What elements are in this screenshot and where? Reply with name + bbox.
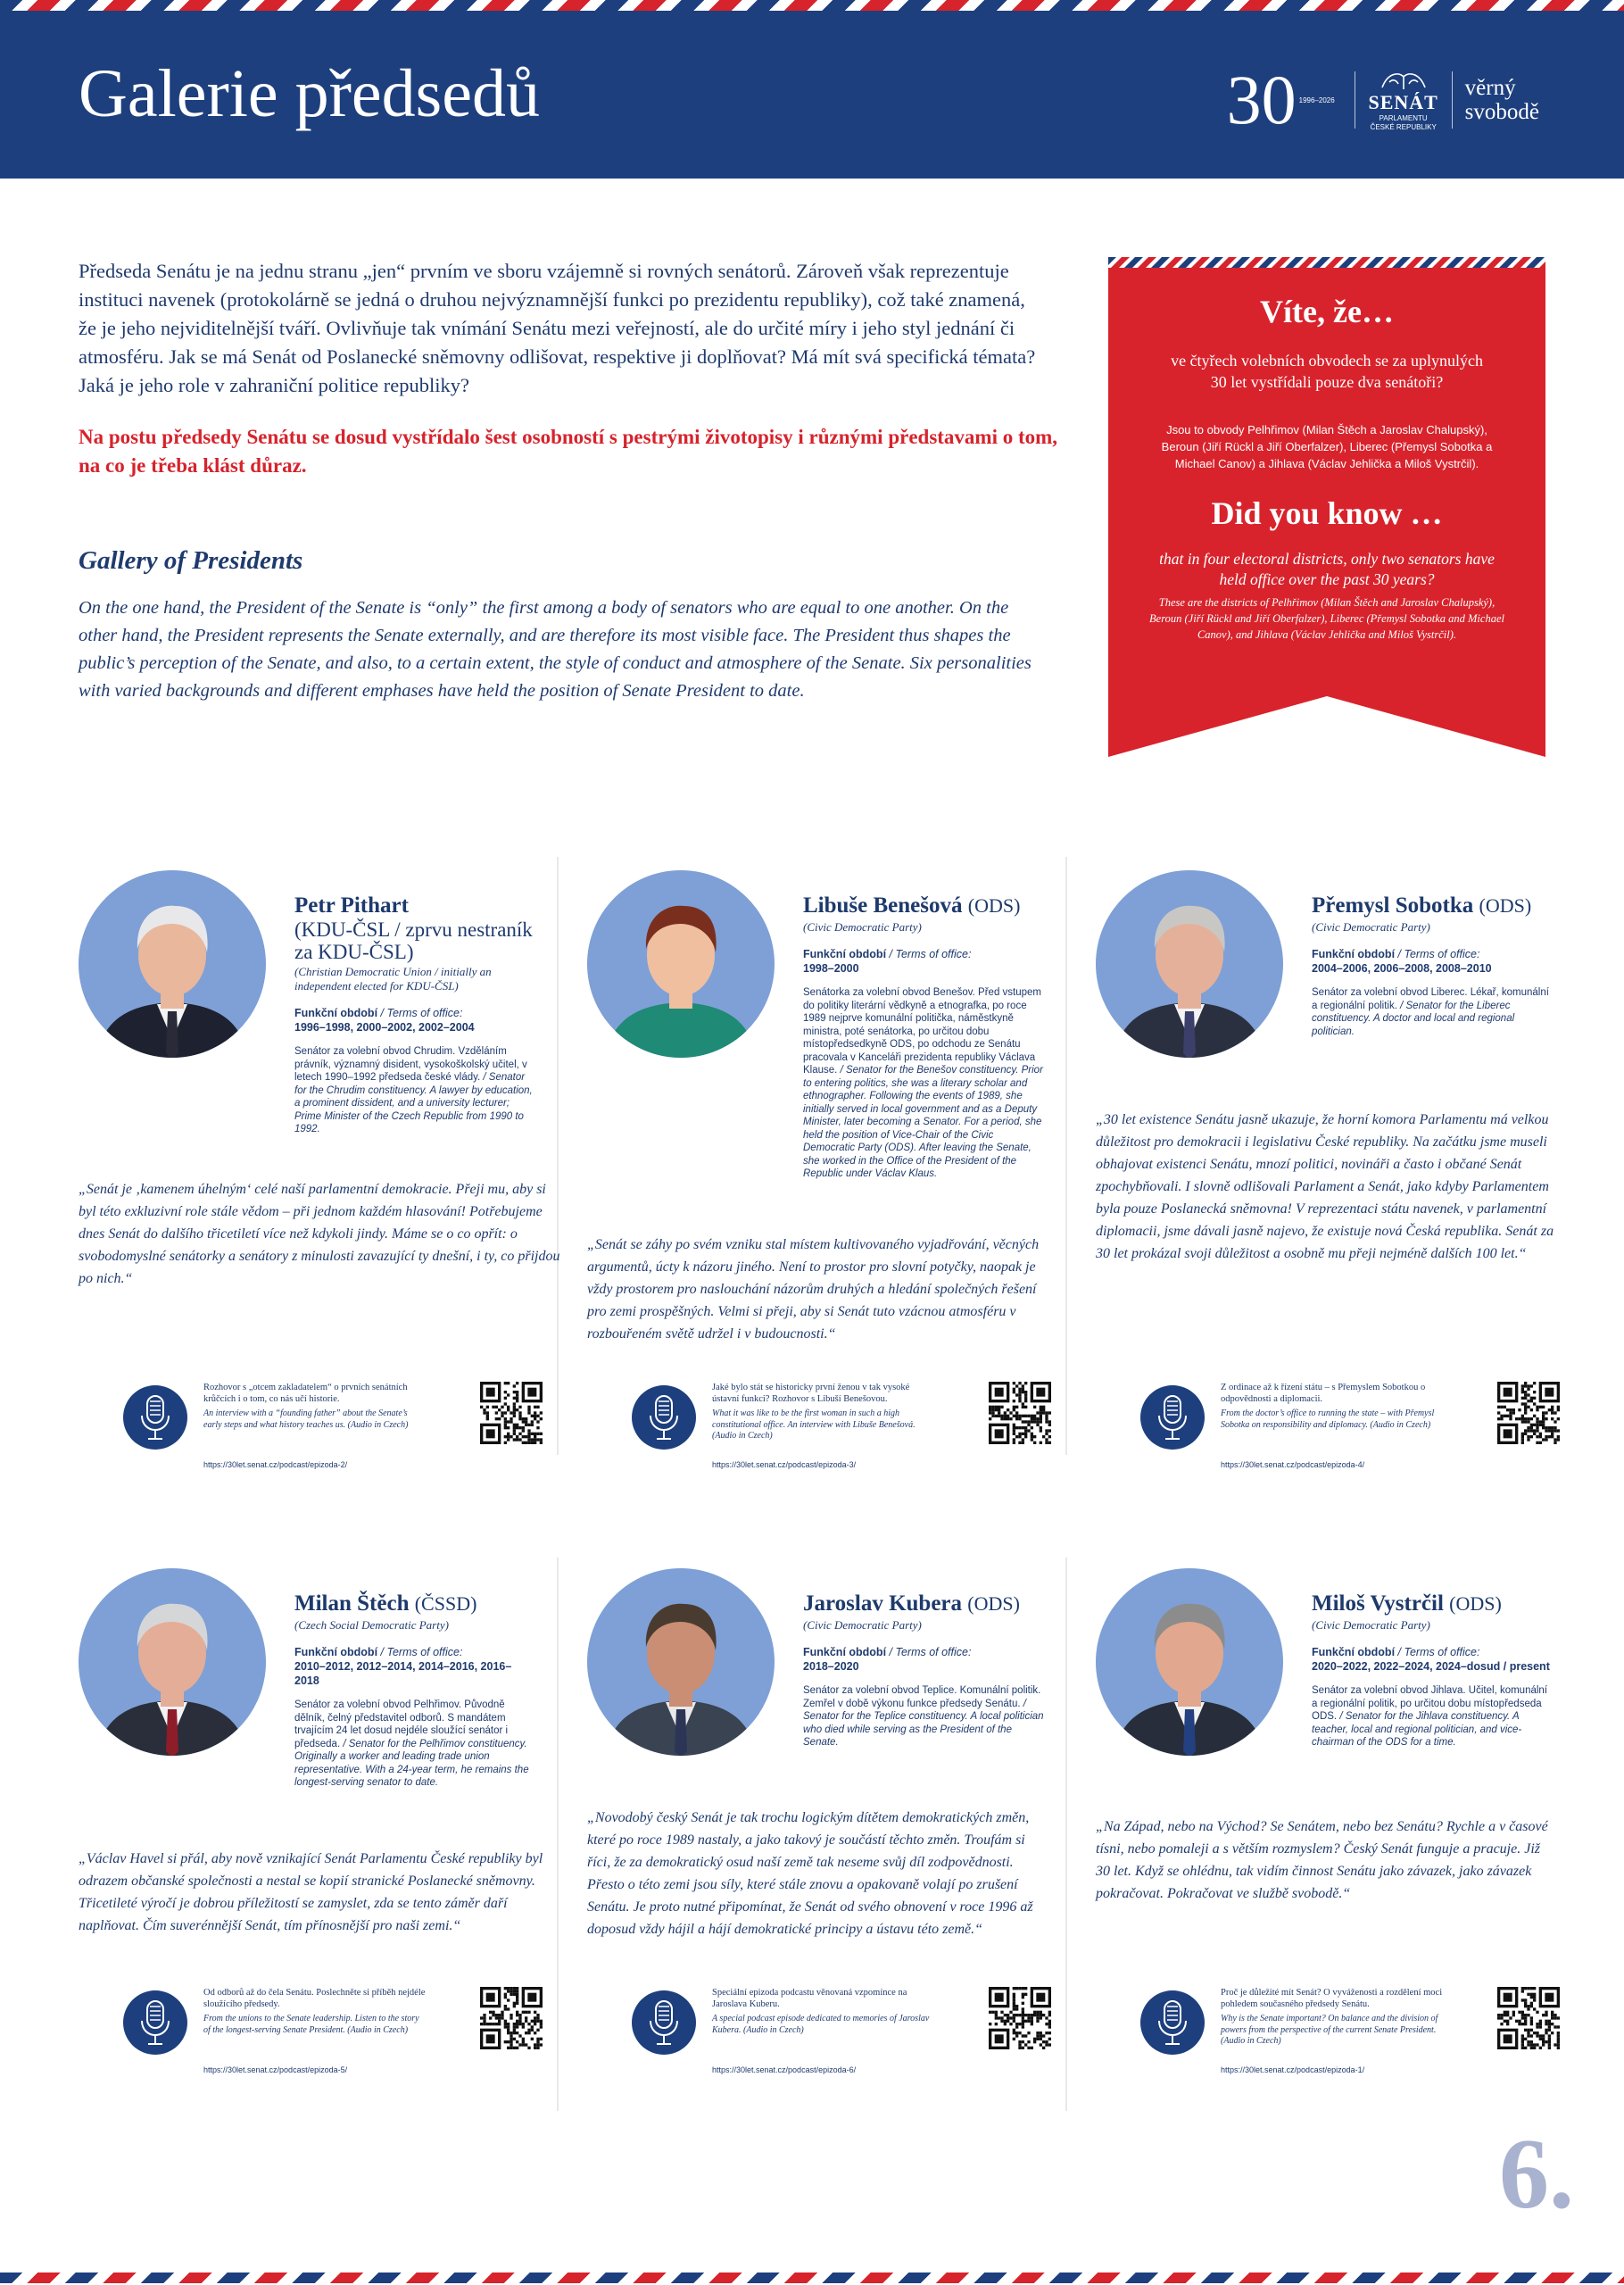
president-bio	[1312, 986, 1553, 1038]
logo-senat: SENÁT	[1368, 91, 1438, 113]
podcast-description-en: An interview with a “founding father” about the Senate’s early steps and what history teaches us. (Audio in Czech)	[203, 1408, 409, 1430]
podcast-link[interactable]: https://30let.senat.cz/podcast/epizoda-6/	[712, 2065, 857, 2074]
president-info	[294, 1591, 535, 1790]
logo-sub: PARLAMENTU ČESKÉ REPUBLIKY	[1370, 114, 1437, 131]
terms-heading	[1312, 1645, 1553, 1659]
intro-text-cz: Předseda Senátu je na jednu stranu „jen“ prvním ve sboru vzájemně si rovných senátorů. Zároveň však reprezentuje instituci navenek (protokolárně se jedná o druhou nejvýznamnější funkci po prezidentu republiky), což také znamená, že je jeho nejviditelnější tváří. Ovlivňuje tak vnímání Senátu mezi veřejností, ale do určité míry i jeho styl jednání či atmosféru. Jak se má Senát od Poslanecké sněmovny odlišovat, respektive ji doplňovat? Má mít svá specifická témata? Jaká je jeho role v zahraniční politice republiky?	[79, 260, 1036, 396]
bio-cz: Senátor za volební obvod Jihlava. Učitel, komunální a regionální politik, po určitou dobu místopředseda ODS.	[1312, 1685, 1548, 1722]
bio-en: / Senator for the Pelhřimov constituency. Originally a worker and leading trade union representative. With a 24-year term, he remains the longest-serving senator to date.	[294, 1738, 529, 1788]
president-name	[294, 1591, 535, 1616]
terms-heading	[1312, 947, 1553, 961]
podcast-link[interactable]: https://30let.senat.cz/podcast/epizoda-3/	[712, 1460, 857, 1469]
intro-highlight: Na postu předsedy Senátu se dosud vystřídalo šest osobností s pestrými životopisy i různými představami o tom, na co je třeba klást důraz.	[79, 426, 1058, 477]
podcast-microphone-icon[interactable]	[123, 1385, 187, 1450]
podcast-description-cz: Jaké bylo stát se historicky první ženou v tak vysoké ústavní funkci? Rozhovor s Libuší Benešovou.	[712, 1383, 910, 1404]
president-info	[803, 1591, 1044, 1749]
terms-label-cz: Funkční období	[803, 1646, 887, 1658]
terms-heading	[294, 1645, 535, 1659]
podcast-block	[123, 1382, 543, 1480]
page-number: 6.	[1499, 2119, 1574, 2230]
terms-heading	[803, 1645, 1044, 1659]
president-name-text: Miloš Vystrčil	[1312, 1591, 1444, 1616]
qr-code-icon[interactable]	[989, 1987, 1051, 2049]
bio-en: / Senator for the Benešov constituency. Prior to entering politics, she was a literary scholar and ethnographer. Following the events of 1989, she initially served in local government and as a Deputy Minister, later becoming a Senator. For a period, she held the position of Vice-Chair of the Civic Democratic Party (ODS). After leaving the Senate, she worked in the Office of the President of the Republic under Václav Klaus.	[803, 1065, 1043, 1179]
did-you-know-question-cz: ve čtyřech volebních obvodech se za uplynulých 30 let vystřídali pouze dva senátoři?	[1171, 352, 1483, 391]
party-name-en: (Civic Democratic Party)	[803, 1618, 922, 1632]
senat-emblem	[1368, 68, 1439, 132]
party-name-en: (Civic Democratic Party)	[1312, 1618, 1430, 1632]
logo-number: 30	[1226, 61, 1297, 138]
terms-label-en: / Terms of office:	[886, 1646, 972, 1658]
podcast-description-cz: Z ordinace až k řízení státu – s Přemyslem Sobotkou o odpovědnosti a diplomacii.	[1221, 1383, 1426, 1404]
podcast-description-en: A special podcast episode dedicated to memories of Jaroslav Kubera. (Audio in Czech)	[712, 2014, 930, 2035]
party-abbrev: (ČSSD)	[414, 1592, 477, 1615]
president-name-text: Přemysl Sobotka	[1312, 893, 1474, 918]
logo-motto: věrný svobodě	[1464, 76, 1539, 124]
president-quote: „Senát je ‚kamenem úhelným‘ celé naší parlamentní demokracie. Přeji mu, aby si byl této exkluzivní role stále vědom – při jednom každém hlasování! Potřebujeme dnes Senát do dalšího třicetiletí více než kdykoli jindy. Máme se o co opřít: o svobodomyslné senátorky a senátory z minulosti zavazující ty dnešní, i ty, co přijdou po nich.“	[79, 1182, 560, 1286]
president-bio	[1312, 1684, 1553, 1749]
party-name-en: (Czech Social Democratic Party)	[294, 1618, 449, 1632]
podcast-microphone-icon[interactable]	[632, 1990, 696, 2055]
terms-value: 2018–2020	[803, 1660, 859, 1673]
president-info	[1312, 893, 1553, 1038]
president-quote: „Senát se záhy po svém vzniku stal místem kultivovaného vyjadřování, věcných argumentů, úcty k názoru jiného. Není to prostor pro slovní potyčky, naopak je vždy prostorem pro naslouchání názorům druhých a hledání společných řešení pro zemi prospěšných. Velmi si přeji, aby si Senát tuto vzácnou atmosféru v rozbouřeném světě udržel i v budoucnosti.“	[587, 1237, 1040, 1342]
did-you-know-answer-cz: Jsou to obvody Pelhřimov (Milan Štěch a Jaroslav Chalupský), Beroun (Jiří Rückl a Jiří Oberfalzer), Liberec (Přemysl Sobotka a Michael Canov) a Jihlava (Václav Jehlička a Miloš Vystrčil).	[1161, 423, 1493, 470]
bottom-stripe	[0, 2273, 1624, 2283]
terms-label-en: / Terms of office:	[377, 1007, 463, 1019]
bio-cz: Senátor za volební obvod Liberec. Lékař, komunální a regionální politik.	[1312, 987, 1549, 1011]
page-header	[0, 11, 1624, 179]
terms-value: 2020–2022, 2022–2024, 2024–dosud / present	[1312, 1660, 1550, 1673]
terms-heading	[294, 1006, 535, 1020]
qr-code-icon[interactable]	[1497, 1382, 1560, 1444]
terms-value: 1996–1998, 2000–2002, 2002–2004	[294, 1021, 475, 1034]
president-name	[803, 1591, 1044, 1616]
terms-label-cz: Funkční období	[803, 948, 887, 960]
did-you-know-banner	[1108, 257, 1545, 757]
podcast-description-cz: Od odborů až do čela Senátu. Poslechněte si příběh nejdéle sloužícího předsedy.	[203, 1988, 426, 2009]
terms-label-cz: Funkční období	[1312, 1646, 1396, 1658]
terms-label-cz: Funkční období	[1312, 948, 1396, 960]
president-portrait	[1096, 870, 1283, 1058]
podcast-link[interactable]: https://30let.senat.cz/podcast/epizoda-1/	[1221, 2065, 1365, 2074]
party-name-en: (Christian Democratic Union / initially an independent elected for KDU-ČSL)	[294, 965, 492, 993]
podcast-link[interactable]: https://30let.senat.cz/podcast/epizoda-2/	[203, 1460, 348, 1469]
president-name	[1312, 893, 1553, 918]
party-name-en: (Civic Democratic Party)	[1312, 920, 1430, 934]
president-portrait	[587, 1568, 775, 1756]
qr-code-icon[interactable]	[989, 1382, 1051, 1444]
did-you-know-title-cz: Víte, že…	[1260, 294, 1394, 329]
podcast-link[interactable]: https://30let.senat.cz/podcast/epizoda-5/	[203, 2065, 348, 2074]
qr-code-icon[interactable]	[480, 1382, 543, 1444]
president-quote: „30 let existence Senátu jasně ukazuje, že horní komora Parlamentu má velkou důležitost pro demokracii i legislativu České republiky. Na začátku jsme museli obhajovat existenci Senátu, mnozí politici, novináři a často i občané Senát zpochybňovali. I slovně odlišovali Parlament a Senát, jako kdyby Parlamentem byla pouze Poslanecká sněmovna! V reprezentaci státu navenek, v parlamentní diplomacii, jsme dávali jasně najevo, že existuje nová Česká republika. Senát za 30 let prokázal svoji důležitost a osobně mu přeji nejméně dalších 100 let.“	[1096, 1112, 1554, 1261]
party-abbrev: (ODS)	[967, 894, 1021, 917]
podcast-description-cz: Speciální epizoda podcastu věnovaná vzpomínce na Jaroslava Kuberu.	[712, 1988, 907, 2009]
senat-30-logo	[1227, 60, 1539, 140]
podcast-microphone-icon[interactable]	[632, 1385, 696, 1450]
bio-en: / Senator for the Teplice constituency. A local politician who died while serving as the President of the Senate.	[803, 1698, 1044, 1748]
bio-en: / Senator for the Chrudim constituency. A lawyer by education, a prominent dissident, and a university lecturer; Prime Minister of the Czech Republic from 1990 to 1992.	[294, 1072, 533, 1134]
president-name-text: Petr Pithart	[294, 893, 409, 918]
qr-code-icon[interactable]	[480, 1987, 543, 2049]
did-you-know-question-en: that in four electoral districts, only two senators have held office over the past 30 years?	[1159, 550, 1495, 588]
party-abbrev: (ODS)	[1449, 1592, 1502, 1615]
bio-en: / Senator for the Jihlava constituency. A teacher, local and regional politician, and vice-chairman of the ODS for a time.	[1312, 1711, 1522, 1748]
podcast-microphone-icon[interactable]	[1140, 1385, 1205, 1450]
terms-heading	[803, 947, 1044, 961]
president-name-text: Libuše Benešová	[803, 893, 963, 918]
podcast-block	[632, 1987, 1051, 2085]
party-abbrev: (ODS)	[1479, 894, 1532, 917]
podcast-block	[1140, 1987, 1560, 2085]
gallery-title-en: Gallery of Presidents	[79, 546, 303, 575]
did-you-know-title-en: Did you know …	[1211, 495, 1443, 531]
president-info	[294, 893, 535, 1136]
podcast-description-en: Why is the Senate important? On balance and the division of powers from the perspective of the current Senate President. (Audio in Czech)	[1221, 2014, 1438, 2046]
did-you-know-answer-en: These are the districts of Pelhřimov (Milan Štěch and Jaroslav Chalupský), Beroun (Jiří Rückl and Jiří Oberfalzer), Liberec (Přemysl Sobotka and Michael Canov), and Jihlava (Václav Jehlička and Miloš Vystrčil).	[1149, 596, 1504, 641]
party-name-en: (Civic Democratic Party)	[803, 920, 922, 934]
president-portrait	[1096, 1568, 1283, 1756]
page-title: Galerie předsedů	[79, 56, 540, 131]
terms-label-en: / Terms of office:	[886, 948, 972, 960]
president-info	[1312, 1591, 1553, 1749]
lion-emblem-icon	[1379, 68, 1429, 91]
president-portrait	[79, 1568, 266, 1756]
logo-years: 1996–2026	[1298, 96, 1335, 104]
president-quote: „Novodobý český Senát je tak trochu logickým dítětem demokratických změn, které po roce 1989 nastaly, a jako takový je součástí těchto změn. Troufám si říci, že za demokratický osud naší země tak neseme svůj díl zodpovědnosti. Přesto o této zemi jsou síly, které stále znovu a opakovaně volají po zrušení Senátu. Je proto nutné připomínat, že Senát od svého obnovení v roce 1996 až doposud vždy hájil a hájí demokratické principy a ústavu této země.“	[587, 1810, 1033, 1937]
president-bio	[803, 1684, 1044, 1749]
president-name-text: Milan Štěch	[294, 1591, 410, 1616]
bio-en: / Senator for the Liberec constituency. A doctor and local and regional politician.	[1312, 1000, 1515, 1037]
intro-text-en: On the one hand, the President of the Senate is “only” the first among a body of senators who are equal to one another. On the other hand, the President represents the Senate externally, and are therefore its most visible face. The President thus shapes the public’s perception of the Senate, and also, to a certain extent, the style of conduct and atmosphere of the Senate. Six personalities with varied backgrounds and different emphases have held the position of Senate President to date.	[79, 598, 1032, 701]
terms-value: 2010–2012, 2012–2014, 2014–2016, 2016–2018	[294, 1660, 512, 1687]
podcast-microphone-icon[interactable]	[1140, 1990, 1205, 2055]
president-name-text: Jaroslav Kubera	[803, 1591, 963, 1616]
podcast-block	[123, 1987, 543, 2085]
bio-cz: Senátor za volební obvod Chrudim. Vzděláním právník, významný disident, vysokoškolský učitel, v letech 1990–1992 předseda české vlády.	[294, 1046, 527, 1083]
party-abbrev: (ODS)	[967, 1592, 1020, 1615]
bio-cz: Senátorka za volební obvod Benešov. Před vstupem do politiky literární vědkyně a etnografka, po roce 1989 nejprve komunální politička, náměstkyně ministra, poté senátorka, po určitou dobu místopředsedkyně ODS, po odchodu ze Senátu pracovala v Kanceláři prezidenta republiky Václava Klause.	[803, 987, 1042, 1076]
podcast-description-cz: Proč je důležité mít Senát? O vyváženosti a rozdělení moci pohledem současného předsedy Senátu.	[1221, 1988, 1443, 2009]
podcast-description-en: From the doctor’s office to running the state – with Přemysl Sobotka on responsibility and diplomacy. (Audio in Czech)	[1221, 1408, 1435, 1430]
terms-label-en: / Terms of office:	[377, 1646, 463, 1658]
president-bio	[803, 986, 1044, 1181]
podcast-description-en: What it was like to be the first woman in such a high constitutional office. An interview with Libuše Benešová. (Audio in Czech)	[712, 1408, 916, 1441]
podcast-block	[632, 1382, 1051, 1480]
terms-label-en: / Terms of office:	[1395, 948, 1480, 960]
president-portrait	[79, 870, 266, 1058]
president-bio	[294, 1045, 535, 1136]
party-name-cz: (KDU-ČSL / zprvu nestraník za KDU-ČSL)	[294, 918, 533, 963]
terms-label-en: / Terms of office:	[1395, 1646, 1480, 1658]
president-name	[1312, 1591, 1553, 1616]
podcast-block	[1140, 1382, 1560, 1480]
top-stripe	[0, 0, 1624, 11]
president-portrait	[587, 870, 775, 1058]
qr-code-icon[interactable]	[1497, 1987, 1560, 2049]
bio-cz: Senátor za volební obvod Pelhřimov. Původně dělník, čelný představitel odborů. S mandátem trvajícím 24 let dosud nejdéle sloužící senátor i předseda.	[294, 1699, 509, 1749]
terms-label-cz: Funkční období	[294, 1646, 378, 1658]
bio-cz: Senátor za volební obvod Teplice. Komunální politik. Zemřel v době výkonu funkce předsedy Senátu.	[803, 1685, 1041, 1709]
podcast-description-cz: Rozhovor s „otcem zakladatelem“ o prvních senátních krůčcích i o tom, co nás učí historie.	[203, 1383, 408, 1404]
president-name	[803, 893, 1044, 918]
president-info	[803, 893, 1044, 1181]
president-name	[294, 893, 535, 918]
podcast-microphone-icon[interactable]	[123, 1990, 187, 2055]
podcast-link[interactable]: https://30let.senat.cz/podcast/epizoda-4/	[1221, 1460, 1365, 1469]
terms-value: 1998–2000	[803, 962, 859, 975]
terms-value: 2004–2006, 2006–2008, 2008–2010	[1312, 962, 1492, 975]
president-quote: „Václav Havel si přál, aby nově vznikající Senát Parlamentu České republiky byl odrazem občanské společnosti a nestal se kopií stranické Poslanecké sněmovny. Třicetileté výročí je dobrou příležitostí se zamyslet, zda se tento záměr daří naplňovat. Čím suverénnější Senát, tím přínosnější pro naši zemi.“	[79, 1851, 543, 1933]
president-bio	[294, 1699, 535, 1790]
terms-label-cz: Funkční období	[294, 1007, 378, 1019]
podcast-description-en: From the unions to the Senate leadership. Listen to the story of the longest-serving Senate President. (Audio in Czech)	[203, 2014, 419, 2035]
president-quote: „Na Západ, nebo na Východ? Se Senátem, nebo bez Senátu? Rychle a v časové tísni, nebo pomaleji a s větším rozmyslem? Český Senát funguje a pracuje. Již 30 let. Když se ohlédnu, tak vidím činnost Senátu jako závazek, jako závazek pokračovat. Pokračovat ve službě svobodě.“	[1096, 1819, 1548, 1901]
